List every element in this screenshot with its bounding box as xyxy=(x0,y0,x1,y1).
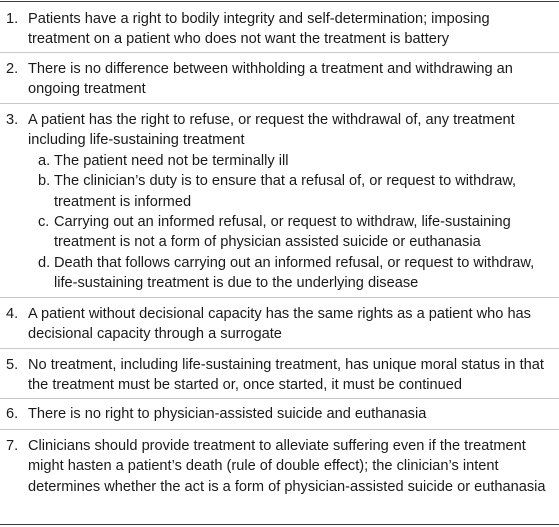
list-item-1 xyxy=(0,2,559,53)
item-number: 6. xyxy=(6,406,19,422)
item-text: Clinicians should provide treatment to alleviate suffering even if the treatment might hasten a patient’s death (rule of double effect); the clinician’s intent determines whether the act is a form of physician-assisted suicide or euthanasia xyxy=(28,438,546,495)
item-number: 1. xyxy=(6,11,19,27)
item-number: 5. xyxy=(6,357,19,373)
sub-item-a xyxy=(28,151,553,171)
item-number: 4. xyxy=(6,306,19,322)
sub-item-b xyxy=(28,171,553,212)
sub-marker: d. xyxy=(38,254,51,271)
sub-item-c xyxy=(28,212,553,253)
list-item-7 xyxy=(0,430,559,522)
item-text: Patients have a right to bodily integrity and self-determination; imposing treatment on a patient who does not want the treatment is battery xyxy=(28,11,490,48)
sub-list xyxy=(28,151,553,294)
item-number: 7. xyxy=(6,438,19,454)
sub-item-d xyxy=(28,253,553,294)
list-item-6 xyxy=(0,399,559,430)
item-text: A patient has the right to refuse, or request the withdrawal of, any treatment including life-sustaining treatment xyxy=(28,112,515,149)
item-text: A patient without decisional capacity has the same rights as a patient who has decisional capacity through a surrogate xyxy=(28,306,531,343)
item-text: There is no difference between withholding a treatment and withdrawing an ongoing treatment xyxy=(28,61,513,98)
list-item-2 xyxy=(0,53,559,104)
item-number: 2. xyxy=(6,61,19,77)
sub-marker: c. xyxy=(38,214,50,231)
table-bottom-rule xyxy=(0,524,559,525)
item-text: There is no right to physician-assisted suicide and euthanasia xyxy=(28,406,427,422)
sub-marker: a. xyxy=(38,152,51,169)
sub-item-text: The patient need not be terminally ill xyxy=(54,152,289,169)
sub-item-text: Carrying out an informed refusal, or request to withdraw, life-sustaining treatment is not a form of physician assisted suicide or euthanasia xyxy=(54,214,511,251)
item-number: 3. xyxy=(6,112,19,128)
item-text: No treatment, including life-sustaining treatment, has unique moral status in that the treatment must be started or, once started, it must be continued xyxy=(28,357,544,394)
list-item-3 xyxy=(0,104,559,298)
sub-item-text: The clinician’s duty is to ensure that a refusal of, or request to withdraw, treatment is informed xyxy=(54,173,517,210)
sub-marker: b. xyxy=(38,173,51,190)
list-item-5 xyxy=(0,349,559,399)
principles-list xyxy=(0,2,559,522)
sub-item-text: Death that follows carrying out an informed refusal, or request to withdraw, life-sustaining treatment is due to the underlying disease xyxy=(54,254,535,292)
list-item-4 xyxy=(0,298,559,349)
